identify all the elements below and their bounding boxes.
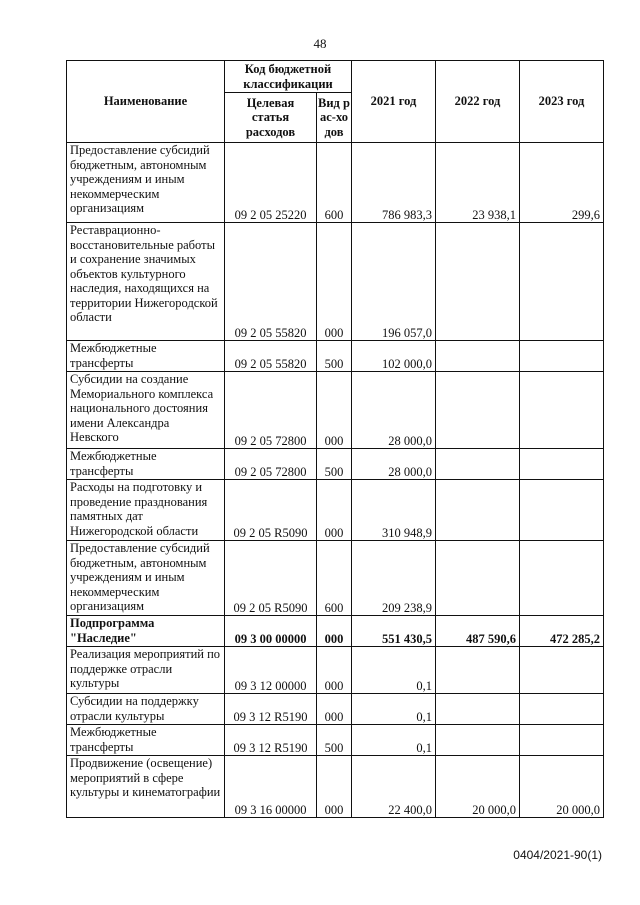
table-row <box>67 480 604 541</box>
row-name: Предоставление субсидий бюджетным, автономным учреждениям и иным некоммерческим организациям <box>67 143 225 223</box>
row-expense-type: 000 <box>317 647 352 694</box>
row-2021: 28 000,0 <box>352 372 436 449</box>
table-row <box>67 616 604 647</box>
table-row <box>67 143 604 223</box>
row-expense-type: 500 <box>317 341 352 372</box>
row-target-code: 09 2 05 72800 <box>225 372 317 449</box>
row-2023: 472 285,2 <box>520 616 604 647</box>
table-row <box>67 223 604 341</box>
row-expense-type: 000 <box>317 223 352 341</box>
row-name: Предоставление субсидий бюджетным, автономным учреждениям и иным некоммерческим организациям <box>67 541 225 616</box>
row-expense-type: 600 <box>317 541 352 616</box>
row-2022 <box>436 647 520 694</box>
row-expense-type: 000 <box>317 372 352 449</box>
row-2023 <box>520 480 604 541</box>
row-2023: 299,6 <box>520 143 604 223</box>
table-row <box>67 541 604 616</box>
row-name: Субсидии на поддержку отрасли культуры <box>67 694 225 725</box>
budget-table <box>66 60 604 818</box>
document-code: 0404/2021-90(1) <box>513 848 602 862</box>
row-target-code: 09 2 05 25220 <box>225 143 317 223</box>
row-2021: 0,1 <box>352 694 436 725</box>
table-row <box>67 756 604 818</box>
row-name: Реализация мероприятий по поддержке отрасли культуры <box>67 647 225 694</box>
row-2022 <box>436 541 520 616</box>
header-name: Наименование <box>67 61 225 143</box>
row-name: Межбюджетные трансферты <box>67 725 225 756</box>
row-2022: 20 000,0 <box>436 756 520 818</box>
row-2022: 487 590,6 <box>436 616 520 647</box>
row-2021: 102 000,0 <box>352 341 436 372</box>
row-name: Межбюджетные трансферты <box>67 341 225 372</box>
page-number: 48 <box>313 36 327 51</box>
row-2022 <box>436 480 520 541</box>
row-target-code: 09 3 12 00000 <box>225 647 317 694</box>
row-expense-type: 600 <box>317 143 352 223</box>
row-2023 <box>520 725 604 756</box>
row-name: Подпрограмма "Наследие" <box>67 616 225 647</box>
header-kbk: Код бюджетной классификации <box>225 61 352 93</box>
table-row <box>67 372 604 449</box>
row-target-code: 09 2 05 55820 <box>225 341 317 372</box>
row-2023 <box>520 341 604 372</box>
table-row <box>67 449 604 480</box>
row-2023 <box>520 449 604 480</box>
row-name: Реставрационно-восстановительные работы и сохранение значимых объектов культурного наследия, находящихся на территории Нижегородской области <box>67 223 225 341</box>
row-name: Межбюджетные трансферты <box>67 449 225 480</box>
row-name: Расходы на подготовку и проведение празднования памятных дат Нижегородской области <box>67 480 225 541</box>
row-2023 <box>520 647 604 694</box>
row-target-code: 09 2 05 R5090 <box>225 541 317 616</box>
row-target-code: 09 2 05 R5090 <box>225 480 317 541</box>
row-target-code: 09 3 12 R5190 <box>225 725 317 756</box>
row-2021: 0,1 <box>352 647 436 694</box>
row-target-code: 09 3 00 00000 <box>225 616 317 647</box>
row-2023 <box>520 372 604 449</box>
row-expense-type: 000 <box>317 694 352 725</box>
row-2021: 28 000,0 <box>352 449 436 480</box>
row-expense-type: 000 <box>317 616 352 647</box>
row-target-code: 09 3 12 R5190 <box>225 694 317 725</box>
row-2022: 23 938,1 <box>436 143 520 223</box>
row-expense-type: 500 <box>317 449 352 480</box>
row-name: Субсидии на создание Мемориального комплекса национального достояния имени Александра Невского <box>67 372 225 449</box>
row-2022 <box>436 223 520 341</box>
row-2023 <box>520 223 604 341</box>
row-expense-type: 500 <box>317 725 352 756</box>
row-expense-type: 000 <box>317 480 352 541</box>
row-2021: 0,1 <box>352 725 436 756</box>
row-2023 <box>520 541 604 616</box>
row-2022 <box>436 694 520 725</box>
row-2021: 551 430,5 <box>352 616 436 647</box>
header-vid: Вид рас-ходов <box>317 93 352 143</box>
row-2022 <box>436 372 520 449</box>
row-2022 <box>436 725 520 756</box>
row-2022 <box>436 449 520 480</box>
row-name: Продвижение (освещение) мероприятий в сфере культуры и кинематографии <box>67 756 225 818</box>
table-row <box>67 725 604 756</box>
header-target: Целевая статья расходов <box>225 93 317 143</box>
row-2021: 310 948,9 <box>352 480 436 541</box>
header-2021: 2021 год <box>352 61 436 143</box>
row-expense-type: 000 <box>317 756 352 818</box>
table-row <box>67 647 604 694</box>
table-row <box>67 341 604 372</box>
row-2021: 196 057,0 <box>352 223 436 341</box>
row-2023 <box>520 694 604 725</box>
row-target-code: 09 3 16 00000 <box>225 756 317 818</box>
header-2023: 2023 год <box>520 61 604 143</box>
table-row <box>67 694 604 725</box>
row-2021: 22 400,0 <box>352 756 436 818</box>
row-target-code: 09 2 05 55820 <box>225 223 317 341</box>
header-2022: 2022 год <box>436 61 520 143</box>
row-2021: 786 983,3 <box>352 143 436 223</box>
row-2022 <box>436 341 520 372</box>
row-target-code: 09 2 05 72800 <box>225 449 317 480</box>
row-2023: 20 000,0 <box>520 756 604 818</box>
row-2021: 209 238,9 <box>352 541 436 616</box>
